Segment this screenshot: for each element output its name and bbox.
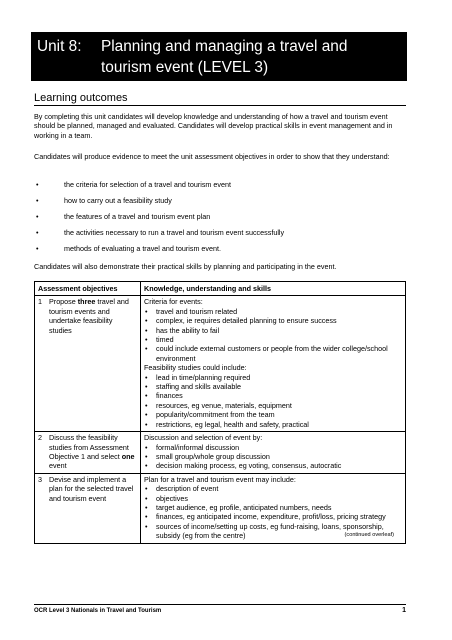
column-header: Knowledge, understanding and skills <box>141 282 406 296</box>
table-row <box>35 296 406 432</box>
block-heading: Feasibility studies could include: <box>144 363 247 373</box>
list-item: • has the ability to fail <box>144 326 402 335</box>
plan-list <box>144 484 402 540</box>
continued-note: (continued overleaf) <box>344 532 394 539</box>
page-number: 1 <box>402 607 406 614</box>
section-heading: Learning outcomes <box>34 92 128 104</box>
list-item: • description of event <box>144 484 402 493</box>
knowledge-cell <box>141 473 406 543</box>
unit-title: Planning and managing a travel and tourism event (LEVEL 3) <box>101 38 348 76</box>
criteria-list <box>144 307 402 363</box>
list-item: • resources, eg venue, materials, equipment <box>144 401 402 410</box>
list-item: • timed <box>144 335 402 344</box>
objective-cell <box>35 432 141 474</box>
objective-text: Propose three travel and tourism events and undertake feasibility studies <box>49 297 129 335</box>
list-item: • target audience, eg profile, anticipated numbers, needs <box>144 503 402 512</box>
footer-title: OCR Level 3 Nationals in Travel and Tourism <box>34 608 162 614</box>
unit-number: Unit 8: <box>37 38 82 55</box>
block-heading: Plan for a travel and tourism event may include: <box>144 474 296 484</box>
unit-title-banner <box>31 32 407 81</box>
block-heading: Criteria for events: <box>144 297 203 307</box>
list-item: • popularity/commitment from the team <box>144 410 402 419</box>
skills-note: Candidates will also demonstrate their practical skills by planning and participating in the event. <box>34 262 337 271</box>
list-item: • could include external customers or people from the wider college/school environment <box>144 344 402 363</box>
table-row <box>35 432 406 474</box>
list-item: • decision making process, eg voting, consensus, autocratic <box>144 461 402 470</box>
objective-cell <box>35 296 141 432</box>
list-item: • finances <box>144 391 402 400</box>
assessment-table <box>34 281 406 544</box>
bullet-icon: • <box>36 196 39 205</box>
knowledge-cell <box>141 296 406 432</box>
list-item: • staffing and skills available <box>144 382 402 391</box>
block-heading: Discussion and selection of event by: <box>144 433 263 443</box>
table-header-row <box>35 282 406 296</box>
evidence-intro-paragraph: Candidates will produce evidence to meet the unit assessment objectives in order to show that they understand: <box>34 152 390 161</box>
list-item: • lead in time/planning required <box>144 373 402 382</box>
list-item: • travel and tourism related <box>144 307 402 316</box>
bullet-icon: • <box>36 244 39 253</box>
bullet-icon: • <box>36 228 39 237</box>
feasibility-list <box>144 373 402 429</box>
objective-cell <box>35 473 141 543</box>
knowledge-cell <box>141 432 406 474</box>
objective-number: 1 <box>38 297 42 307</box>
discussion-list <box>144 443 402 471</box>
list-item: • sources of income/setting up costs, eg fund-raising, loans, sponsorship, subsidy (eg from the centre) (continued overleaf) <box>144 522 402 541</box>
list-item: • small group/whole group discussion <box>144 452 402 461</box>
list-item: • formal/informal discussion <box>144 443 402 452</box>
list-item: • restrictions, eg legal, health and safety, practical <box>144 420 402 429</box>
objective-text: Devise and implement a plan for the selected travel and tourism event <box>49 474 134 503</box>
document-page: Unit 8: Planning and managing a travel and tourism event (LEVEL 3) Learning outcomes By completing this unit candidates will develop knowledge and understanding of how a travel and tourism event should be planned, managed and evaluated. Candidates will develop practical skills in event management and in working in a team. Candidates will produce evidence to meet the unit assessment objectives in order to show that they understand: • the criteria for selection of a travel and tourism event • how to carry out a feasibility study • the features of a travel and tourism event plan • the activities necessary to run a travel and tourism event successfully • methods of evaluating a travel and tourism event. Candidates will also demonstrate their practical skills by planning and participating in the event. Assessment objectives Knowledge, understanding and skills 1 Propose three travel and tourism events and undertake feasibility studies Criteria for events: • travel and tourism related • complex, ie requires detailed planning to ensure success • has the ability to fail • timed • could include external customers or people from the wider college/school environment Feasibility studies could include: • lead in time/planning required • staffing and skills available • finances • resources, eg venue, materials, equipment • popularity/commitment from the team • restrictions, eg legal, health and safety, practical 2 Discuss the feasibility studies from Assessment Objective 1 and select one event Discussion and selection of event by: • formal/informal discussion • small group/whole group discussion • decision making process, eg voting, consensus, autocratic 3 Devise and implement a plan for the selected travel and tourism event Plan for a travel and tourism event may include: • description of event • objectives • target audience, eg profile, anticipated numbers, needs • finances, eg anticipated income, expenditure, profit/loss, pricing strategy • sources of income/setting up costs, eg fund-raising, loans, sponsorship, subsidy (eg from the centre) (continued overleaf) OCR Level 3 Nationals in Travel and Tourism 1 <box>0 0 452 640</box>
objective-number: 2 <box>38 433 42 443</box>
list-item: • finances, eg anticipated income, expenditure, profit/loss, pricing strategy <box>144 512 402 521</box>
objective-text: Discuss the feasibility studies from Assessment Objective 1 and select one event <box>49 433 135 471</box>
column-header: Assessment objectives <box>35 282 141 296</box>
section-divider <box>34 105 406 106</box>
intro-paragraph: By completing this unit candidates will develop knowledge and understanding of how a travel and tourism event should be planned, managed and evaluated. Candidates will develop practical skills in event management and in working in a team. <box>34 112 393 140</box>
objective-number: 3 <box>38 474 42 484</box>
list-item: • complex, ie requires detailed planning to ensure success <box>144 316 402 325</box>
list-item: • objectives <box>144 494 402 503</box>
bullet-icon: • <box>36 180 39 189</box>
footer-divider <box>34 604 406 605</box>
bullet-icon: • <box>36 212 39 221</box>
table-row <box>35 473 406 543</box>
